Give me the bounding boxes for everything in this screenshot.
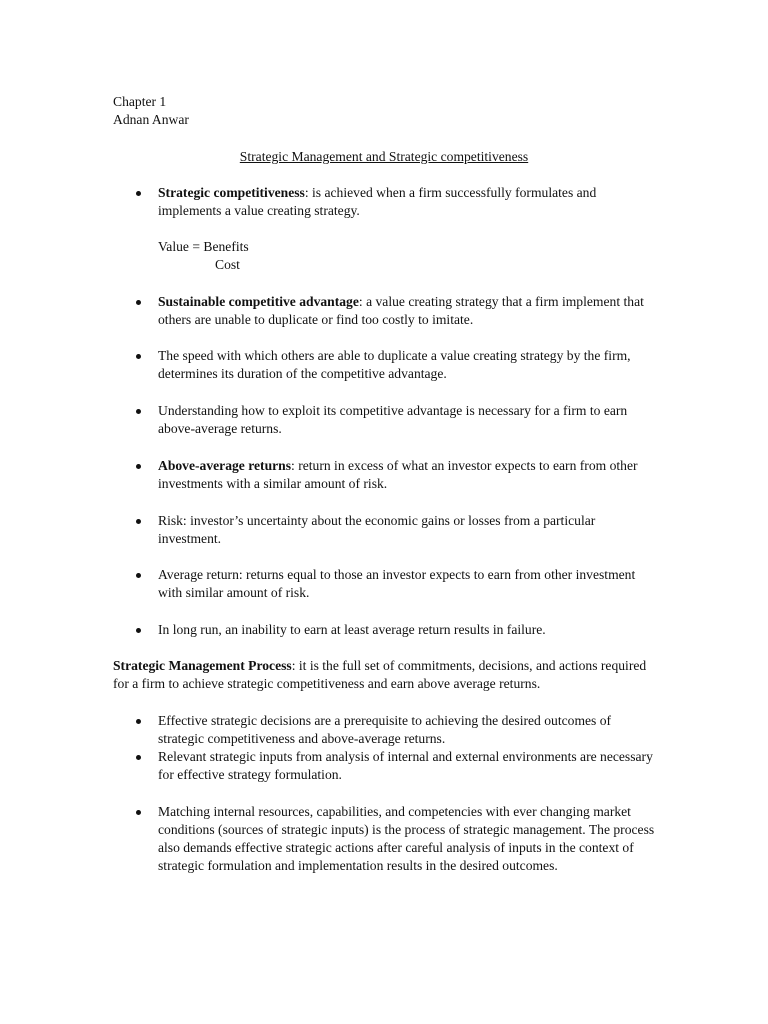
bullet-strategic-competitiveness: Strategic competitiveness: is achieved when a firm successfully formulates and implements a value creating strategy. xyxy=(158,184,658,220)
bullet-speed-duplicate: The speed with which others are able to duplicate a value creating strategy by the firm, determines its duration of the competitive advantage. xyxy=(158,347,658,383)
process-paragraph: Strategic Management Process: it is the full set of commitments, decisions, and actions required for a firm to achieve strategic competitiveness and earn above average returns. xyxy=(113,658,647,691)
bullet-risk: Risk: investor’s uncertainty about the economic gains or losses from a particular investment. xyxy=(158,512,658,548)
author-name: Adnan Anwar xyxy=(113,112,189,127)
chapter-label: Chapter 1 xyxy=(113,94,167,109)
bullet-average-return: Average return: returns equal to those an investor expects to earn from other investment with similar amount of risk. xyxy=(158,566,658,602)
process-bullet-matching: Matching internal resources, capabilities, and competencies with ever changing market conditions (sources of strategic inputs) is the process of strategic management. The process also demands effective strategic actions after careful analysis of inputs in the context of strategic formulation and implementation results in the desired outcomes. xyxy=(158,803,658,875)
process-bullet-inputs: Relevant strategic inputs from analysis of internal and external environments are necessary for effective strategy formulation. xyxy=(158,748,658,784)
header xyxy=(113,93,189,129)
bullet-exploit-advantage: Understanding how to exploit its competitive advantage is necessary for a firm to earn above-average returns. xyxy=(158,402,658,438)
value-formula-denominator: Cost xyxy=(215,257,240,272)
page-title: Strategic Management and Strategic competitiveness xyxy=(239,149,529,164)
process-bullet-decisions: Effective strategic decisions are a prerequisite to achieving the desired outcomes of strategic competitiveness and above-average returns. xyxy=(158,712,658,748)
value-formula-numerator: Value = Benefits xyxy=(158,239,249,254)
bullet-sustainable-advantage: Sustainable competitive advantage: a value creating strategy that a firm implement that others are unable to duplicate or find too costly to imitate. xyxy=(158,293,658,329)
bullet-long-run: In long run, an inability to earn at least average return results in failure. xyxy=(158,621,658,639)
bullet-above-average-returns: Above-average returns: return in excess of what an investor expects to earn from other investments with a similar amount of risk. xyxy=(158,457,658,493)
